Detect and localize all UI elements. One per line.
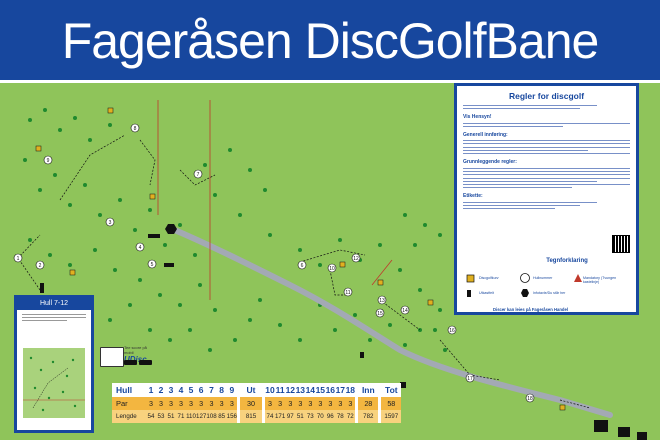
qr-code-icon[interactable] [612, 235, 630, 253]
hole-header: 18 [345, 385, 356, 395]
length-cell: 51 [166, 410, 176, 423]
length-ut-cell: 815 [240, 410, 262, 423]
scorecard-length-row [112, 410, 401, 423]
hole-header: 12 [285, 385, 296, 395]
hole-header: 3 [166, 383, 176, 397]
tot-header: Tot [381, 383, 401, 397]
length-cell: 51 [295, 410, 305, 423]
inn-header: Inn [358, 383, 378, 397]
hole-number: 14 [402, 308, 408, 314]
legend-item-basket: Discgolfkurv [479, 276, 499, 280]
legend-item-mandatory: Mandatory (Tvungen kastelinje) [583, 276, 617, 284]
length-cell: 108 [206, 410, 216, 423]
par-cell: 3 [345, 397, 355, 410]
hole-number: 10 [329, 266, 335, 272]
length-cell: 73 [305, 410, 315, 423]
length-cell: 156 [227, 410, 237, 423]
length-cell: 70 [315, 410, 325, 423]
hole-number: 11 [345, 290, 351, 296]
par-cell: 3 [156, 397, 166, 410]
par-cell: 3 [217, 397, 227, 410]
hole-header: 17 [335, 385, 346, 395]
app-store-badge[interactable] [124, 360, 137, 365]
scorecard-header-row [112, 383, 401, 397]
hole-header: 7 [206, 383, 216, 397]
hole-number: 8 [133, 126, 137, 132]
par-cell: 3 [186, 397, 196, 410]
legend-item-hole-number: Hullnummer [533, 276, 553, 280]
length-cell: 74 [265, 410, 275, 423]
par-cell: 3 [295, 397, 305, 410]
par-cell: 3 [265, 397, 275, 410]
hole-number: 4 [138, 245, 142, 251]
row-label: Par [112, 397, 146, 410]
hole-number: 7 [196, 172, 200, 178]
hole-number: 6 [300, 263, 304, 269]
legend-hole-number-icon [519, 272, 531, 285]
rules-heading-intro: Generell innføring: [463, 131, 508, 138]
row-label: Lengde [112, 410, 146, 423]
legend-mandatory-icon [573, 273, 583, 284]
length-cell: 127 [196, 410, 206, 423]
length-tot-cell: 1597 [381, 410, 401, 423]
google-play-badge[interactable] [139, 360, 152, 365]
rules-intro-text [463, 105, 630, 109]
hole-number: 9 [46, 158, 50, 164]
legend-item-info: Infotavle/Du står her [533, 291, 566, 295]
rules-body-text [463, 168, 630, 189]
hole-header: 4 [176, 383, 186, 397]
par-cell: 3 [166, 397, 176, 410]
hole-header: 6 [196, 383, 206, 397]
app-promo [96, 345, 156, 367]
length-cell: 96 [325, 410, 335, 423]
hole-number: 3 [108, 220, 112, 226]
app-promo-caption: Tee score på mobil [124, 345, 147, 355]
scorecard-par-row [112, 397, 401, 410]
rules-title: Regler for discgolf [508, 91, 585, 101]
length-cell: 171 [275, 410, 285, 423]
inset-panel [14, 295, 94, 433]
hole-number: 13 [379, 298, 385, 304]
par-cell: 3 [305, 397, 315, 410]
legend-footer: Discer kan leies på Fageråsen Handel [493, 307, 568, 312]
legend-title: Tegnforklaring [546, 258, 588, 264]
par-cell: 3 [196, 397, 206, 410]
hole-header: 15 [315, 385, 326, 395]
length-cell: 78 [335, 410, 345, 423]
qr-code-icon[interactable] [100, 347, 124, 367]
length-cell: 53 [156, 410, 166, 423]
map-header [0, 0, 660, 80]
course-title: Fageråsen DiscGolfBane [61, 13, 599, 69]
ut-header: Ut [240, 383, 262, 397]
hole-header: 8 [217, 383, 227, 397]
inset-map [23, 348, 85, 418]
hole-number: 1 [16, 256, 20, 262]
rules-heading-basic: Grunnleggende regler: [463, 159, 517, 166]
hole-header: 14 [305, 385, 316, 395]
hole-number: 17 [467, 376, 473, 382]
hole-number: 16 [449, 328, 455, 334]
par-cell: 3 [335, 397, 345, 410]
legend-tee-icon [465, 288, 477, 299]
hole-number: 12 [353, 256, 359, 262]
rules-body-text [463, 123, 630, 127]
par-cell: 3 [285, 397, 295, 410]
length-inn-cell: 782 [358, 410, 378, 423]
rules-panel [454, 83, 639, 315]
hole-number: 5 [150, 262, 154, 268]
hole-header: 16 [325, 385, 336, 395]
hole-header: 9 [227, 383, 237, 397]
legend-basket-icon [465, 272, 477, 285]
legend [463, 258, 631, 312]
rules-body-text [463, 202, 630, 210]
par-inn-cell: 28 [358, 397, 378, 410]
par-cell: 3 [146, 397, 156, 410]
hole-header: 2 [156, 383, 166, 397]
rules-heading-etiquette: Etikette: [463, 193, 483, 200]
par-cell: 3 [325, 397, 335, 410]
hole-number: 2 [38, 263, 42, 269]
hole-number: 18 [527, 396, 533, 402]
legend-info-icon [519, 288, 531, 299]
scorecard-table [112, 383, 401, 423]
inset-title: Hull 7-12 [17, 298, 91, 310]
hole-header: 1 [146, 383, 156, 397]
hole-number: 15 [377, 311, 383, 317]
legend-item-tee: Utkastfelt [479, 291, 494, 295]
par-cell: 3 [315, 397, 325, 410]
length-cell: 71 [176, 410, 186, 423]
hole-header: 10 [265, 385, 275, 395]
par-cell: 3 [227, 397, 237, 410]
inset-text [22, 314, 86, 321]
length-cell: 72 [345, 410, 355, 423]
par-cell: 3 [275, 397, 285, 410]
hole-header: 5 [186, 383, 196, 397]
length-cell: 54 [146, 410, 156, 423]
row-label: Hull [112, 383, 146, 397]
par-cell: 3 [206, 397, 216, 410]
rules-heading-respect: Vis Hensyn! [463, 114, 492, 121]
length-cell: 97 [285, 410, 295, 423]
par-ut-cell: 30 [240, 397, 262, 410]
hole-header: 11 [275, 385, 285, 395]
rules-body-text [463, 140, 630, 154]
length-cell: 85 [217, 410, 227, 423]
par-tot-cell: 58 [381, 397, 401, 410]
hole-header: 13 [295, 385, 306, 395]
par-cell: 3 [176, 397, 186, 410]
length-cell: 110 [186, 410, 196, 423]
